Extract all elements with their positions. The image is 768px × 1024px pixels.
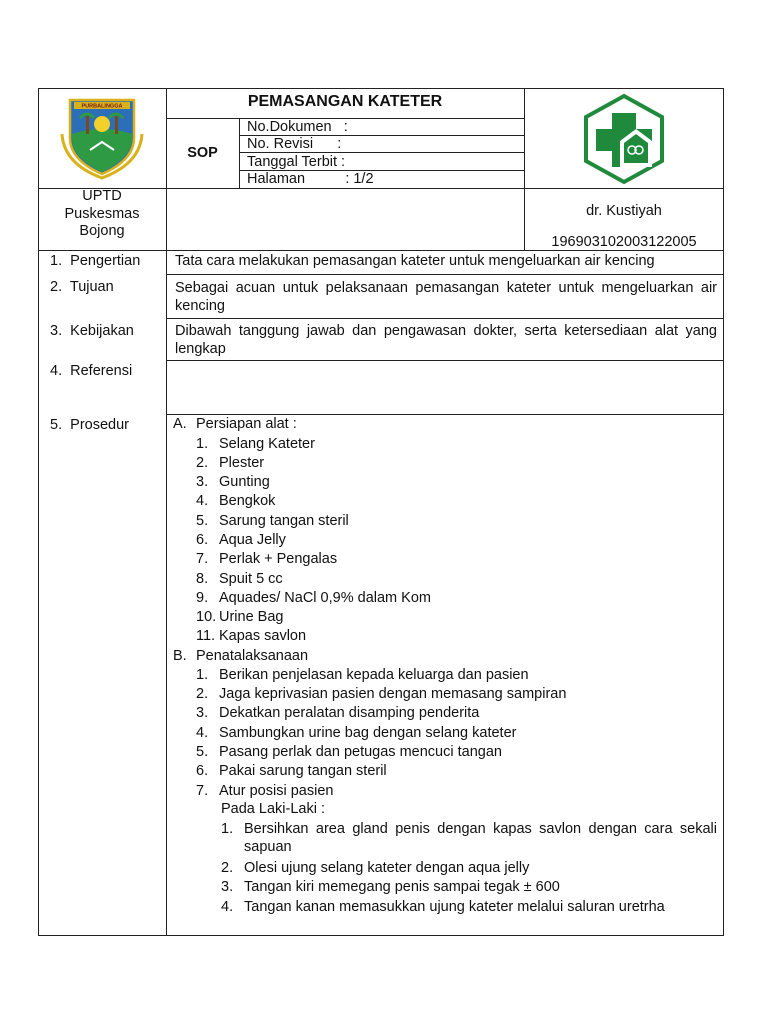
list-item-number: 5.	[196, 513, 209, 529]
page-title: PEMASANGAN KATETER	[247, 93, 443, 110]
list-item-number: 8.	[196, 571, 209, 587]
list-item: Selang Kateter	[219, 436, 315, 452]
sub-step-item: Tangan kiri memegang penis sampai tegak ± 600	[244, 879, 560, 895]
divider	[166, 88, 167, 936]
list-item: Sarung tangan steril	[219, 513, 349, 529]
step-item: Sambungkan urine bag dengan selang kateter	[219, 725, 517, 741]
list-item-number: 11.	[196, 628, 216, 644]
step-number: 1.	[196, 667, 209, 683]
section-b-title: Penatalaksanaan	[196, 648, 309, 664]
sub-step-number: 4.	[221, 899, 234, 915]
label-pengertian: 1. Pengertian	[50, 253, 141, 269]
doc-number-field: No.Dokumen :	[247, 119, 348, 135]
step-number: 6.	[196, 763, 209, 779]
list-item: Gunting	[219, 474, 270, 490]
list-item-number: 1.	[196, 436, 209, 452]
list-item: Aqua Jelly	[219, 532, 286, 548]
step-item: Pasang perlak dan petugas mencuci tangan	[219, 744, 502, 760]
list-item: Kapas savlon	[219, 628, 307, 644]
org-line-3: Bojong	[79, 223, 125, 239]
issue-date-field: Tanggal Terbit :	[247, 154, 346, 170]
label-tujuan: 2. Tujuan	[50, 279, 114, 295]
sub-step-item: Olesi ujung selang kateter dengan aqua jelly	[244, 860, 530, 876]
divider	[166, 274, 724, 275]
sub-step-number: 1.	[221, 821, 234, 837]
signer-name: dr. Kustiyah	[586, 203, 662, 219]
list-item-number: 6.	[196, 532, 209, 548]
list-item-number: 9.	[196, 590, 209, 606]
org-line-1: UPTD	[82, 188, 122, 204]
divider	[166, 318, 724, 319]
list-item: Perlak + Pengalas	[219, 551, 338, 567]
text-tujuan: Sebagai acuan untuk pelaksanaan pemasangan kateter untuk mengeluarkan air kencing	[175, 280, 717, 314]
list-item: Spuit 5 cc	[219, 571, 283, 587]
label-kebijakan: 3. Kebijakan	[50, 323, 134, 339]
step-number: 7.	[196, 783, 209, 799]
section-a-marker: A.	[173, 416, 187, 432]
regency-logo	[60, 94, 144, 180]
list-item: Urine Bag	[219, 609, 284, 625]
step-item: Berikan penjelasan kepada keluarga dan pasien	[219, 667, 529, 683]
step-item: Atur posisi pasien	[219, 783, 334, 799]
list-item-number: 4.	[196, 493, 209, 509]
logo-banner-text: PURBALINGGA	[81, 103, 123, 110]
step-item: Jaga keprivasian pasien dengan memasang sampiran	[219, 686, 567, 702]
page-field: Halaman : 1/2	[247, 171, 374, 187]
list-item: Bengkok	[219, 493, 276, 509]
divider	[524, 88, 525, 250]
male-subtitle: Pada Laki-Laki :	[221, 801, 325, 817]
divider	[166, 360, 724, 361]
list-item-number: 2.	[196, 455, 209, 471]
list-item: Plester	[219, 455, 265, 471]
puskesmas-logo	[582, 93, 666, 185]
label-referensi: 4. Referensi	[50, 363, 133, 379]
list-item-number: 10.	[196, 609, 217, 625]
divider	[239, 118, 240, 188]
label-prosedur: 5. Prosedur	[50, 417, 129, 433]
signer-nip: 196903102003122005	[551, 234, 697, 250]
section-b-marker: B.	[173, 648, 187, 664]
sop-label: SOP	[187, 145, 218, 161]
list-item-number: 3.	[196, 474, 209, 490]
revision-field: No. Revisi :	[247, 136, 342, 152]
step-number: 3.	[196, 705, 209, 721]
org-line-2: Puskesmas	[64, 206, 140, 222]
list-item-number: 7.	[196, 551, 209, 567]
text-pengertian: Tata cara melakukan pemasangan kateter untuk mengeluarkan air kencing	[175, 253, 655, 269]
step-number: 4.	[196, 725, 209, 741]
step-number: 5.	[196, 744, 209, 760]
step-item: Pakai sarung tangan steril	[219, 763, 387, 779]
list-item: Aquades/ NaCl 0,9% dalam Kom	[219, 590, 431, 606]
section-a-title: Persiapan alat :	[196, 416, 297, 432]
step-number: 2.	[196, 686, 209, 702]
sub-step-item: Bersihkan area gland penis dengan kapas savlon dengan cara sekali sapuan	[244, 821, 717, 855]
text-kebijakan: Dibawah tanggung jawab dan pengawasan dokter, serta ketersediaan alat yang lengkap	[175, 323, 717, 357]
sub-step-number: 3.	[221, 879, 234, 895]
sub-step-item: Tangan kanan memasukkan ujung kateter melalui saluran uretrha	[244, 899, 665, 915]
sub-step-number: 2.	[221, 860, 234, 876]
step-item: Dekatkan peralatan disamping penderita	[219, 705, 480, 721]
